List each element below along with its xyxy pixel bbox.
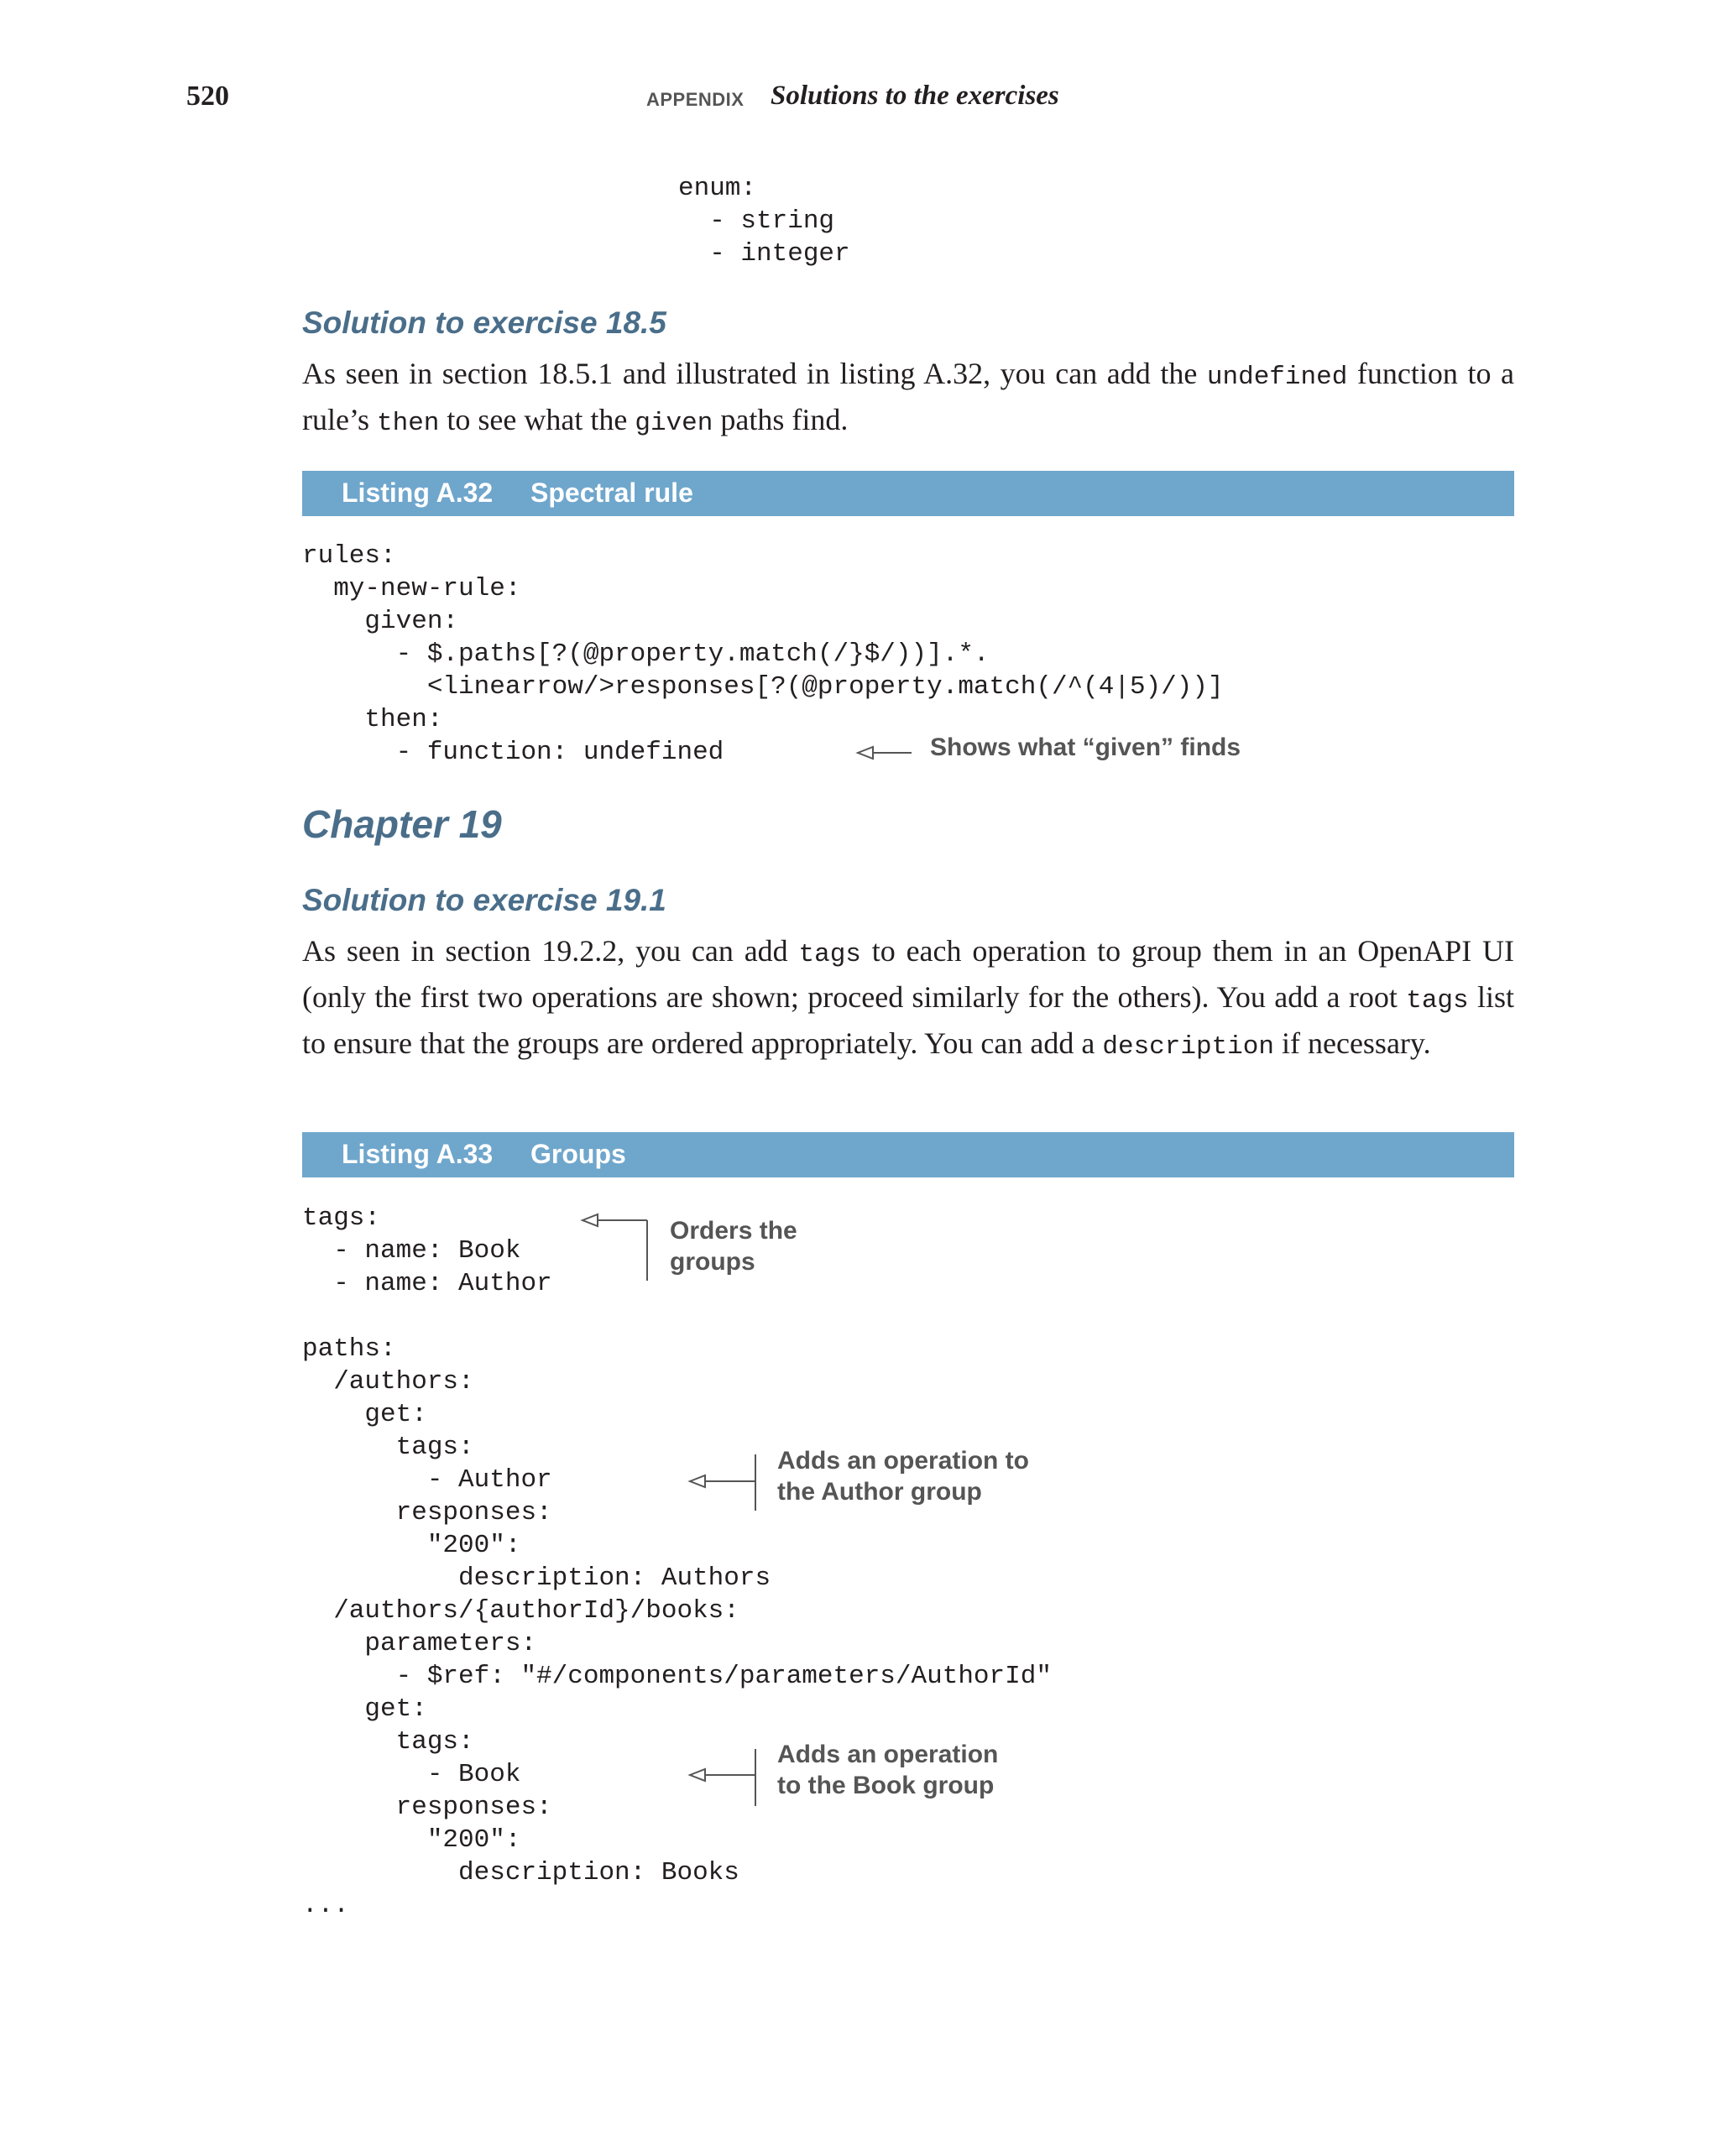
listing-title: Groups xyxy=(530,1139,626,1169)
arrowhead-icon xyxy=(858,747,873,759)
header-section: APPENDIX xyxy=(646,89,745,110)
page-number: 520 xyxy=(186,81,229,112)
annotation-author-group: Adds an operation to the Author group xyxy=(777,1447,1029,1506)
code-listing-a32: rules: my-new-rule: given: - $.paths[?(@property.match(/}$/))].*. <linearrow/>responses[?(@property.match(/^(4|5)/))] then: - function: undefined xyxy=(302,541,1224,767)
arrowhead-icon xyxy=(690,1769,705,1781)
chapter-heading: Chapter 19 xyxy=(302,802,502,846)
arrowhead-icon xyxy=(583,1214,598,1226)
paragraph-exercise-19-1: As seen in section 19.2.2, you can add tags to each operation to group them in an OpenAPI UI (only the first two operations are shown; proceed similarly for the others). You add a root tags list to ensure that the groups are ordered appropriately. You can add a description if necessary. xyxy=(302,934,1514,1062)
listing-title: Spectral rule xyxy=(530,478,693,508)
header-title: Solutions to the exercises xyxy=(771,81,1059,111)
code-enum-tail: enum: - string - integer xyxy=(678,174,850,269)
heading-exercise-18-5: Solution to exercise 18.5 xyxy=(302,305,666,340)
paragraph-exercise-18-5: As seen in section 18.5.1 and illustrated in listing A.32, you can add the undefined function to a rule’s then to see what the given paths find. xyxy=(302,357,1515,438)
annotation-shows-given: Shows what “given” finds xyxy=(930,733,1241,761)
annotation-orders-groups: Orders the groups xyxy=(670,1217,797,1276)
arrowhead-icon xyxy=(690,1475,705,1487)
listing-label: Listing A.33 xyxy=(342,1139,494,1169)
code-listing-a33: tags: - name: Book - name: Author paths: /authors: get: tags: - Author responses: "200": description: Authors /authors/{authorId}/books: parameters: - $ref: "#/components/parameters/AuthorId" get: tags: - Book responses: "200": description: Books ... xyxy=(302,1203,1052,1920)
annotation-book-group: Adds an operation to the Book group xyxy=(777,1741,999,1799)
heading-exercise-19-1: Solution to exercise 19.1 xyxy=(302,883,666,917)
listing-label: Listing A.32 xyxy=(342,478,494,508)
